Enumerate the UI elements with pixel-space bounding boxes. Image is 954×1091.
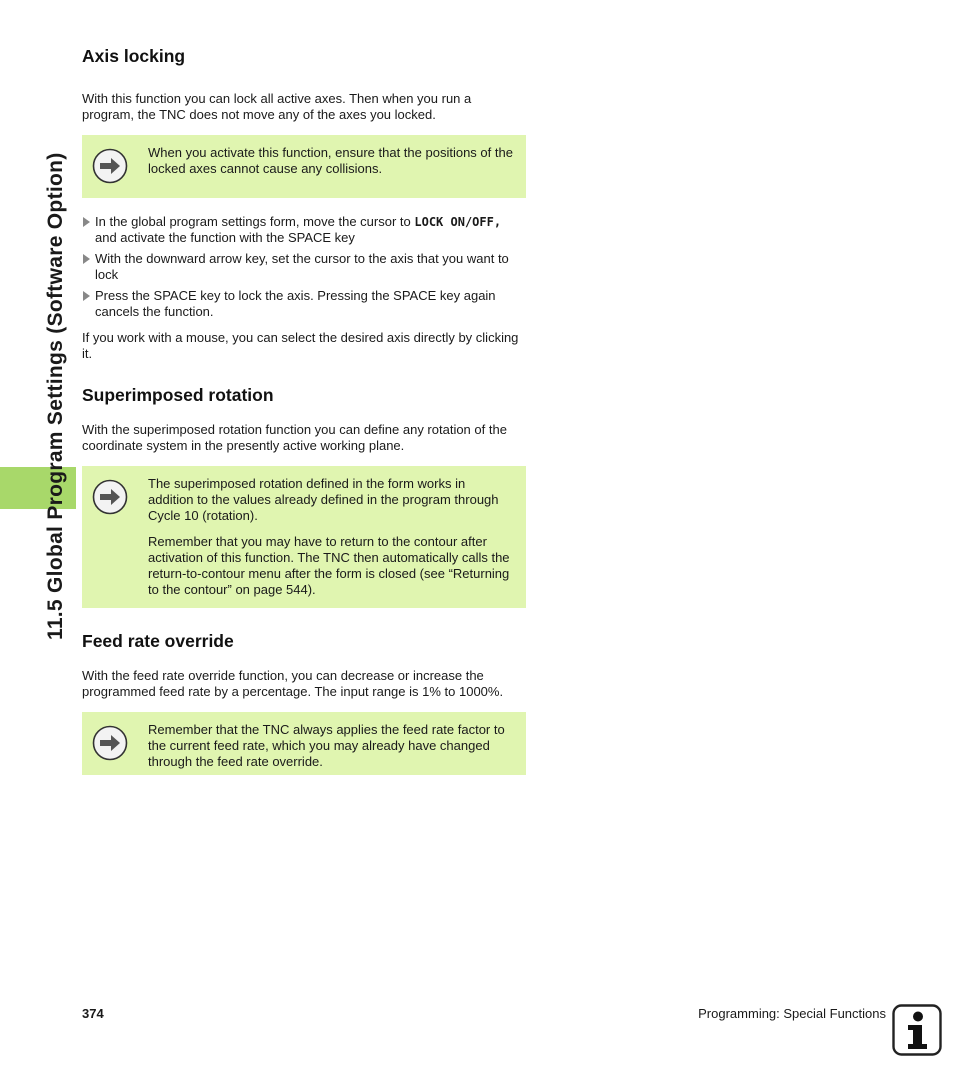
heading-axis-locking: Axis locking xyxy=(82,46,186,66)
heading-superimposed-rotation: Superimposed rotation xyxy=(82,385,274,405)
note-text: Remember that you may have to return to the contour after activation of this function. The TNC then automatically calls the return-to-contour menu after the form is closed (see “Returning to the contour” on page 544). xyxy=(148,534,510,597)
note-axis-locking xyxy=(82,135,526,198)
bullet-triangle-icon xyxy=(83,217,90,227)
arrow-right-icon xyxy=(92,148,128,184)
axis-locking-steps xyxy=(82,214,526,320)
note-text: The superimposed rotation defined in the form works in addition to the values already defined in the program through Cycle 10 (rotation). xyxy=(148,476,499,523)
step-text: Press the SPACE key to lock the axis. Pressing the SPACE key again cancels the function. xyxy=(95,288,496,319)
note-text: Remember that the TNC always applies the feed rate factor to the current feed rate, which you may already have changed through the feed rate override. xyxy=(148,722,505,769)
axis-locking-intro: With this function you can lock all active axes. Then when you run a program, the TNC does not move any of the axes you locked. xyxy=(82,91,472,122)
side-chapter-title: 11.5 Global Program Settings (Software Option) xyxy=(44,152,67,640)
note-feed-rate-override xyxy=(82,712,526,775)
info-icon xyxy=(892,1004,942,1056)
arrow-right-icon xyxy=(92,725,128,761)
step-item xyxy=(82,288,526,320)
bullet-triangle-icon xyxy=(83,291,90,301)
page-number: 374 xyxy=(82,1006,104,1021)
step-item xyxy=(82,251,526,283)
note-text: When you activate this function, ensure that the positions of the locked axes cannot cause any collisions. xyxy=(148,145,513,176)
axis-locking-outro: If you work with a mouse, you can select the desired axis directly by clicking it. xyxy=(82,330,519,361)
page-content xyxy=(82,46,526,775)
heading-feed-rate-override: Feed rate override xyxy=(82,631,234,651)
step-code: LOCK ON/OFF, xyxy=(414,215,502,229)
note-superimposed-rotation xyxy=(82,466,526,608)
step-text: With the downward arrow key, set the cursor to the axis that you want to lock xyxy=(95,251,509,282)
superimposed-rotation-intro: With the superimposed rotation function you can define any rotation of the coordinate system in the presently active working plane. xyxy=(82,422,507,453)
step-text: In the global program settings form, move the cursor to xyxy=(95,214,415,229)
feed-rate-override-intro: With the feed rate override function, you can decrease or increase the programmed feed rate by a percentage. The input range is 1% to 1000%. xyxy=(82,668,504,699)
bullet-triangle-icon xyxy=(83,254,90,264)
step-text: and activate the function with the SPACE key xyxy=(95,230,355,245)
arrow-right-icon xyxy=(92,479,128,515)
footer-chapter-name: Programming: Special Functions xyxy=(698,1006,886,1021)
step-item xyxy=(82,214,526,246)
